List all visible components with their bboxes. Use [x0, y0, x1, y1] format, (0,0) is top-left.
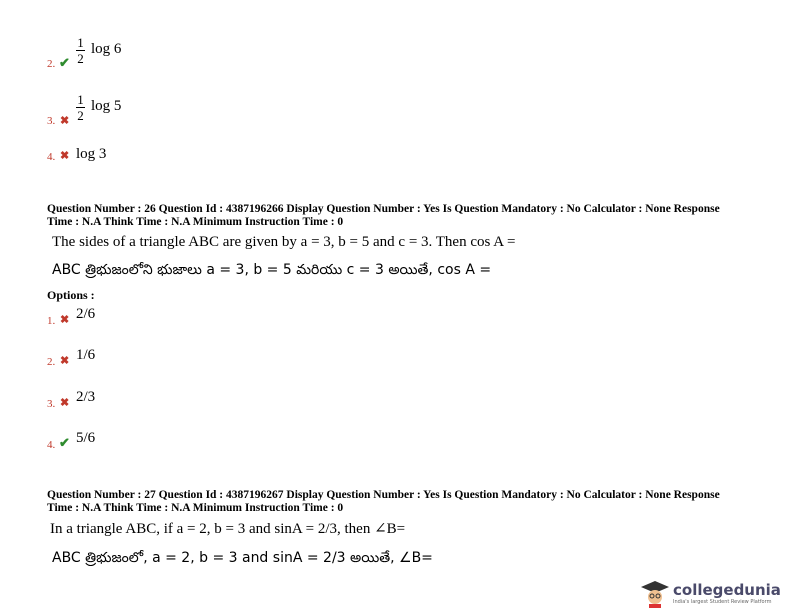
option-number: 3. [47, 398, 56, 410]
cross-icon: ✖ [60, 115, 70, 127]
fraction [76, 93, 85, 122]
header-line: Question Number : 26 Question Id : 4387196266 Display Question Number : Yes Is Question Mandatory : No Calculator : None Response [47, 203, 720, 215]
logo-name: collegedunia [673, 581, 781, 599]
logo-tagline: India's largest Student Review Platform [673, 599, 772, 605]
cross-icon: ✖ [60, 397, 70, 409]
check-icon: ✔ [59, 55, 70, 70]
fraction [76, 36, 85, 65]
cross-icon: ✖ [60, 355, 70, 367]
header-line: Time : N.A Think Time : N.A Minimum Instruction Time : 0 [47, 216, 344, 228]
question-27-header [47, 489, 767, 515]
question-27-telugu: ABC త్రిభుజంలో, a = 2, b = 3 and sinA = 2/3 అయితే, ∠B= [52, 550, 433, 566]
option-number: 2. [47, 356, 56, 368]
fraction-numerator: 1 [77, 92, 84, 107]
option-text: 2/3 [76, 389, 96, 405]
option-number: 2. [47, 58, 56, 70]
check-icon: ✔ [59, 435, 70, 450]
header-line: Time : N.A Think Time : N.A Minimum Instruction Time : 0 [47, 502, 344, 514]
option-text: log 3 [76, 146, 107, 162]
cross-icon: ✖ [60, 150, 70, 162]
option-number: 4. [47, 151, 56, 163]
option-text: 1/6 [76, 347, 96, 363]
option-number: 3. [47, 115, 56, 127]
graduate-icon [640, 578, 670, 608]
cross-icon: ✖ [60, 314, 70, 326]
fraction-denominator: 2 [77, 108, 84, 123]
option-number: 4. [47, 439, 56, 451]
option-text: 5/6 [76, 430, 96, 446]
option-text: log 6 [91, 41, 122, 57]
header-line: Question Number : 27 Question Id : 4387196267 Display Question Number : Yes Is Question Mandatory : No Calculator : None Response [47, 489, 720, 501]
fraction-numerator: 1 [77, 35, 84, 50]
option-text: log 5 [91, 98, 122, 114]
question-26-telugu: ABC త్రిభుజంలోని భుజాలు a = 3, b = 5 మరియు c = 3 అయితే, cos A = [52, 262, 492, 278]
options-label: Options : [47, 288, 95, 302]
option-text: 2/6 [76, 306, 96, 322]
collegedunia-logo [640, 578, 781, 608]
fraction-denominator: 2 [77, 51, 84, 66]
question-26-header [47, 203, 767, 229]
question-26-english: The sides of a triangle ABC are given by a = 3, b = 5 and c = 3. Then cos A = [52, 234, 516, 250]
question-27-english: In a triangle ABC, if a = 2, b = 3 and sinA = 2/3, then ∠B= [50, 521, 406, 537]
option-number: 1. [47, 315, 56, 327]
